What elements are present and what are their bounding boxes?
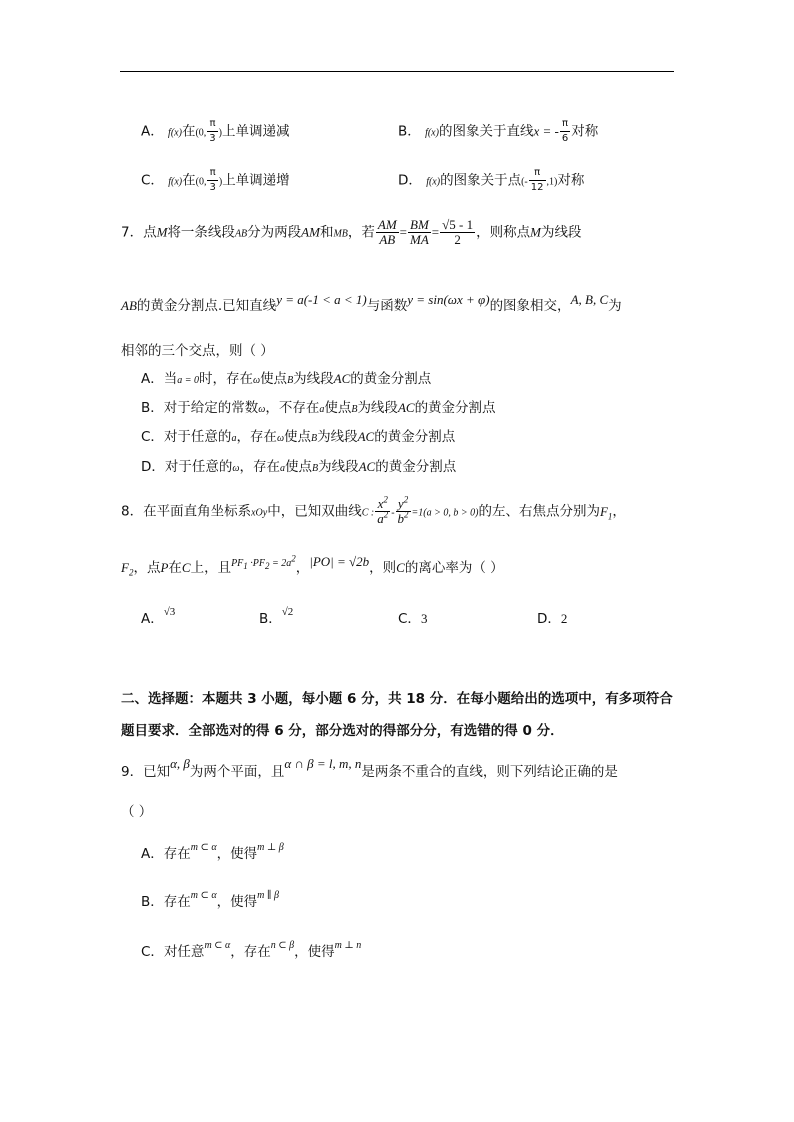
q9-option-c[interactable] bbox=[141, 940, 362, 963]
math: a = 0 bbox=[177, 375, 199, 386]
text: 对于给定的常数 bbox=[163, 400, 259, 416]
text: 在 bbox=[181, 123, 196, 140]
text: 当 bbox=[163, 371, 178, 387]
text: 7．点 bbox=[121, 224, 157, 241]
option-label: C． bbox=[141, 944, 164, 960]
text: 存在 bbox=[163, 894, 191, 910]
q7-option-d[interactable] bbox=[141, 458, 456, 478]
q7-option-b[interactable] bbox=[141, 399, 496, 419]
text: ，存在 bbox=[239, 459, 280, 475]
text: 时，存在 bbox=[199, 371, 253, 387]
q7-stem-line3: 相邻的三个交点，则（ ） bbox=[121, 343, 274, 359]
math: f(x) bbox=[425, 127, 439, 139]
q9-stem-line2: （ ） bbox=[121, 804, 153, 820]
math: (0, bbox=[195, 176, 207, 188]
text: 的图象关于点 bbox=[440, 172, 522, 189]
text: ，存在 bbox=[236, 429, 277, 445]
section2-heading-line2: 题目要求．全部选对的得 6 分，部分选对的得部分分，有选错的得 0 分． bbox=[121, 723, 564, 739]
text: ， bbox=[612, 503, 626, 520]
text: ，使得 bbox=[216, 846, 258, 862]
numerator: AM bbox=[377, 217, 397, 232]
f1: F bbox=[599, 503, 608, 519]
f2: F bbox=[121, 560, 129, 575]
math: AC bbox=[357, 429, 375, 444]
math-f1: $F_1$ bbox=[599, 503, 613, 522]
option-label: D． bbox=[398, 172, 422, 189]
fraction bbox=[207, 117, 217, 146]
text: 使点 bbox=[284, 429, 311, 445]
math: f(x) bbox=[168, 176, 183, 188]
q9-stem-line1 bbox=[121, 756, 618, 781]
option-label: B． bbox=[259, 611, 282, 627]
math: C bbox=[181, 560, 191, 575]
denominator: MA bbox=[410, 232, 429, 247]
q6-option-a[interactable] bbox=[141, 117, 290, 146]
math: A, B, C bbox=[570, 292, 609, 307]
text: 的图象关于直线 bbox=[438, 123, 534, 140]
q6-option-c[interactable] bbox=[141, 166, 290, 195]
option-label: B． bbox=[141, 894, 164, 910]
section2-heading-line1: 二、选择题：本题共 3 小题，每小题 6 分，共 18 分．在每小题给出的选项中，有多项符合 bbox=[121, 691, 673, 707]
text: 存在 bbox=[163, 846, 191, 862]
math: α, β bbox=[170, 756, 190, 771]
q7-stem-line2 bbox=[121, 292, 622, 315]
option-label: B． bbox=[398, 123, 421, 140]
numerator: π bbox=[207, 117, 217, 132]
option-label: A． bbox=[141, 611, 164, 627]
option-label: A． bbox=[141, 123, 164, 140]
text: 使点 bbox=[284, 459, 312, 475]
text: 的黄金分割点.已知直线 bbox=[136, 298, 277, 314]
option-label: B． bbox=[141, 400, 164, 416]
option-value: 3 bbox=[420, 611, 428, 626]
fraction-x2-a2: $\frac{x^2}{a^2}$ bbox=[377, 494, 389, 526]
math: C : bbox=[361, 507, 375, 519]
text: 对任意 bbox=[163, 944, 205, 960]
text: 为线段 bbox=[357, 400, 398, 416]
math: x = - bbox=[533, 123, 559, 139]
option-value: √3 bbox=[163, 606, 176, 618]
math: a bbox=[319, 404, 325, 415]
option-label: D． bbox=[141, 459, 165, 475]
math: m ⊂ α bbox=[204, 940, 231, 951]
text: 是两条不重合的直线，则下列结论正确的是 bbox=[361, 764, 618, 780]
math: ) bbox=[218, 127, 222, 139]
math: AB bbox=[121, 298, 137, 313]
text: 的黄金分割点 bbox=[350, 371, 432, 387]
q6-option-b[interactable] bbox=[398, 117, 598, 146]
math: m ⊥ n bbox=[334, 940, 362, 951]
fraction-golden bbox=[440, 218, 475, 247]
math: = bbox=[399, 224, 408, 240]
math: P bbox=[160, 560, 169, 575]
math: B bbox=[287, 375, 294, 386]
option-label: C． bbox=[398, 611, 421, 627]
q7-option-c[interactable] bbox=[141, 428, 455, 448]
math: y = sin(ωx + φ) bbox=[407, 292, 490, 307]
math: M bbox=[530, 224, 541, 240]
math: f(x) bbox=[426, 176, 441, 188]
text: 对称 bbox=[557, 172, 585, 189]
text: ，存在 bbox=[230, 944, 271, 960]
denominator: 6 bbox=[561, 133, 569, 144]
text: 的离心率为（ ） bbox=[404, 560, 504, 576]
text: 分为两段 bbox=[247, 224, 302, 241]
text: 上单调递增 bbox=[222, 172, 290, 189]
math: m ⊂ α bbox=[190, 842, 217, 853]
q8-option-c[interactable] bbox=[398, 610, 427, 628]
math: M bbox=[156, 224, 168, 240]
text: 的黄金分割点 bbox=[414, 400, 496, 416]
text: ，则称点 bbox=[476, 224, 531, 241]
text: 使点 bbox=[324, 400, 352, 416]
fraction bbox=[560, 117, 570, 146]
math: = 2a bbox=[272, 558, 292, 569]
q8-option-a[interactable] bbox=[141, 606, 176, 629]
math: α ∩ β = l, m, n bbox=[284, 756, 362, 771]
denominator: 12 bbox=[530, 182, 544, 193]
numerator: π bbox=[560, 117, 570, 132]
math: B bbox=[351, 404, 358, 415]
option-label: D． bbox=[537, 611, 561, 627]
fraction-y2-b2: $\frac{y^2}{b^2}$ bbox=[397, 494, 409, 526]
text: 为两个平面，且 bbox=[189, 764, 285, 780]
math: AC bbox=[397, 400, 415, 415]
fraction bbox=[529, 166, 546, 195]
numerator: π bbox=[529, 166, 546, 181]
option-value: 2 bbox=[560, 611, 568, 626]
math: MB bbox=[333, 228, 348, 240]
math: ω bbox=[276, 433, 284, 444]
text: ，使得 bbox=[216, 894, 258, 910]
math: m ∥ β bbox=[257, 890, 279, 901]
math: m ⊥ β bbox=[257, 842, 284, 853]
math: ω bbox=[232, 463, 240, 474]
q8-option-d[interactable] bbox=[537, 610, 567, 628]
math: AC bbox=[358, 459, 376, 474]
math: ) bbox=[218, 176, 223, 188]
numerator: π bbox=[207, 166, 217, 181]
text: 为线段 bbox=[540, 224, 582, 241]
numerator: √5 - 1 bbox=[442, 217, 474, 232]
math: a bbox=[279, 463, 285, 474]
denominator: 3 bbox=[209, 133, 216, 144]
denominator: 3 bbox=[209, 182, 216, 193]
denominator: 2 bbox=[454, 232, 461, 247]
q7-option-a[interactable] bbox=[141, 370, 431, 390]
math: a bbox=[231, 433, 237, 444]
text: 的黄金分割点 bbox=[375, 459, 457, 475]
fraction-bm-ma bbox=[408, 218, 431, 247]
numerator: BM bbox=[410, 217, 429, 232]
math: (- bbox=[521, 176, 528, 188]
math: (0, bbox=[195, 127, 207, 139]
q8-stem-line2 bbox=[121, 553, 504, 579]
q9-option-a[interactable] bbox=[141, 842, 284, 865]
math: B bbox=[311, 433, 318, 444]
fraction-am-ab bbox=[376, 218, 399, 247]
text: ，则 bbox=[369, 560, 397, 576]
math: =1(a > 0, b > 0) bbox=[411, 507, 479, 519]
q6-option-d[interactable] bbox=[398, 166, 584, 195]
header-rule bbox=[120, 71, 674, 72]
text: 的左、右焦点分别为 bbox=[478, 503, 600, 520]
math: xOy bbox=[251, 507, 268, 519]
math: ω bbox=[253, 375, 261, 386]
text: 使点 bbox=[260, 371, 288, 387]
math: f(x) bbox=[168, 127, 182, 139]
q8-option-b[interactable] bbox=[259, 606, 294, 629]
math-dot-product: PF1 ·PF2 = 2a2 bbox=[231, 553, 296, 571]
text: 为线段 bbox=[293, 371, 334, 387]
text: 与函数 bbox=[366, 298, 408, 314]
text: 的黄金分割点 bbox=[374, 429, 456, 445]
math-f2: $F_2$ bbox=[121, 560, 134, 578]
option-value: √2 bbox=[281, 606, 294, 618]
text: 的图象相交， bbox=[489, 298, 571, 314]
text: 8．在平面直角坐标系 bbox=[121, 503, 252, 520]
text: 上，且 bbox=[190, 560, 232, 576]
text: 在 bbox=[168, 560, 182, 576]
math: |PO| = √2b bbox=[309, 554, 370, 569]
text: ，若 bbox=[347, 224, 375, 241]
option-label: C． bbox=[141, 429, 164, 445]
math: y = a(-1 < a < 1) bbox=[276, 292, 367, 307]
fraction bbox=[207, 166, 217, 195]
text: 和 bbox=[319, 224, 334, 241]
math: C bbox=[396, 560, 405, 575]
math: ω bbox=[258, 404, 266, 415]
option-label: C． bbox=[141, 172, 164, 189]
math: AB bbox=[234, 228, 248, 240]
text: 为线段 bbox=[317, 429, 358, 445]
text: 对于任意的 bbox=[163, 429, 232, 445]
q9-option-b[interactable] bbox=[141, 890, 279, 913]
text: 为线段 bbox=[318, 459, 359, 475]
option-label: A． bbox=[141, 846, 164, 862]
text: 将一条线段 bbox=[167, 224, 235, 241]
q7-stem-line1 bbox=[121, 218, 581, 247]
text: 对称 bbox=[571, 123, 599, 140]
math: AM bbox=[301, 224, 320, 240]
math: ,1) bbox=[546, 176, 558, 188]
text: ， bbox=[295, 560, 310, 576]
text: 在 bbox=[182, 172, 196, 189]
text: 上单调递减 bbox=[222, 123, 290, 140]
q8-stem-line1: 8．在平面直角坐标系xOy中，已知双曲线C : $\frac{x^2}{a^2}$ - $\frac{y^2}{b^2}$ =1(a > 0, b > 0)的左、右焦点分别为$F_1$， bbox=[121, 494, 626, 526]
math: n ⊂ β bbox=[270, 940, 295, 951]
text: ，点 bbox=[133, 560, 161, 576]
denominator: AB bbox=[379, 232, 396, 247]
text: 对于任意的 bbox=[164, 459, 233, 475]
math: = bbox=[431, 224, 440, 240]
text: 9．已知 bbox=[121, 764, 171, 780]
math: B bbox=[311, 463, 319, 474]
math: AC bbox=[333, 371, 351, 386]
text: ，不存在 bbox=[265, 400, 320, 416]
option-label: A． bbox=[141, 371, 164, 387]
math: m ⊂ α bbox=[190, 890, 217, 901]
text: ，使得 bbox=[294, 944, 335, 960]
text: 为 bbox=[608, 298, 622, 314]
text: 中，已知双曲线 bbox=[267, 503, 362, 520]
